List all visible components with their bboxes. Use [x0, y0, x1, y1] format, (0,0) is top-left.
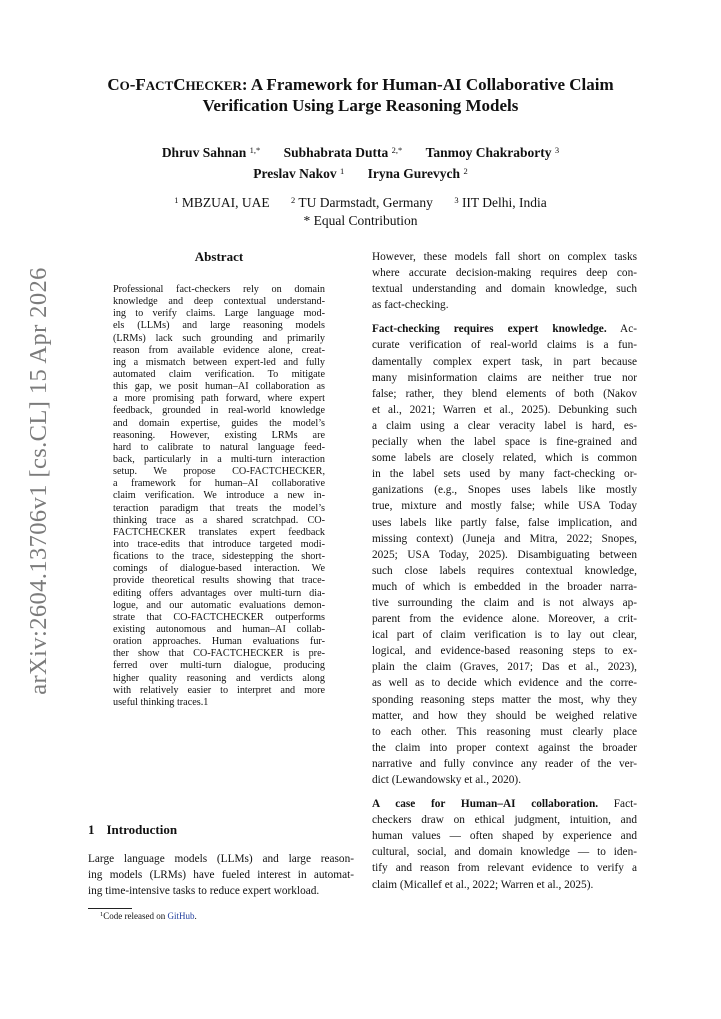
- text-line: fications to the trace, sidestepping the short-: [113, 551, 325, 563]
- introduction-text: [88, 851, 354, 900]
- affiliations: [60, 191, 661, 230]
- author-list: [60, 141, 661, 183]
- title-line-2: Verification Using Large Reasoning Models: [202, 96, 519, 115]
- author-name: Preslav Nakov $^1$: [253, 166, 345, 181]
- text-line: Professional fact-checkers rely on domain: [113, 284, 325, 295]
- abstract-body: [113, 284, 325, 709]
- text-line: sponding reasoning steps matter the most, why they: [372, 693, 637, 706]
- text-line: (LRMs) lack such grounding and primarily: [113, 332, 325, 344]
- text-line: plain the claim (Graves, 2017; Das et al., 2023),: [372, 661, 637, 674]
- text-line: ferred over multi-turn dialogue, producing: [113, 660, 325, 672]
- text-line: higher quality reasoning and verdicts along: [113, 672, 325, 684]
- paper-title: [60, 75, 661, 116]
- author-name: Iryna Gurevych $^2$: [367, 166, 468, 181]
- text-line: such close labels requires contextual knowledge,: [372, 564, 637, 577]
- abstract-heading: Abstract: [194, 249, 244, 264]
- text-line: els (LLMs) and large reasoning models: [113, 320, 325, 332]
- text-line: as fact-checking.: [372, 299, 449, 312]
- text-line: this gap, we posit human–AI collaboration as: [113, 381, 325, 393]
- text-line: thinking trace as a shared scratchpad. CO-: [113, 514, 325, 526]
- paragraph-heading-line: A case for Human–AI collaboration. Fact-: [372, 798, 637, 811]
- paragraph-heading: Fact-checking requires expert knowledge.: [372, 323, 607, 336]
- text-line: reason from available evidence alone, creat-: [113, 344, 325, 356]
- text-line: ical part of claim verification is to lay out clear,: [372, 629, 637, 642]
- text-line: knowledge and deep contextual understand-: [113, 296, 325, 308]
- text-line: ganizations (e.g., Snopes uses labels like mostly: [372, 484, 637, 497]
- footnote-rule: [88, 908, 132, 909]
- text-line: dict (Lewandowsky et al., 2020).: [372, 774, 522, 786]
- right-column: [372, 249, 637, 893]
- text-line: ther show that CO-FACTCHECKER is pre-: [113, 648, 325, 660]
- text-line: logical, and evidence-based reasoning steps to ex-: [372, 645, 637, 658]
- text-line: checkers draw on ethical judgment, intuition, and: [372, 814, 637, 827]
- text-line: true, mixture and mostly false; while USA Today: [372, 500, 637, 513]
- text-line: existing autonomous and human–AI collab-: [113, 623, 325, 635]
- text-line: false; rather, they blend elements of both (Nakov: [372, 387, 637, 400]
- text-line: claim verification. We introduce a new in-: [113, 490, 325, 502]
- text-line: FACTCHECKER translates expert feedback: [113, 526, 325, 538]
- text-line: a claim using a clear veracity label is hard, es-: [372, 419, 637, 432]
- text-line: a framework for human–AI collaborative: [113, 478, 325, 490]
- text-line: useful thinking traces.1: [113, 696, 209, 708]
- text-line: curate verification of real-world claims is a fun-: [372, 339, 637, 352]
- title-line-1: CO-FACTCHECKER: A Framework for Human-AI Collaborative Claim: [107, 75, 614, 94]
- text-line: with relatively easier to interpret and more: [113, 684, 325, 696]
- author-name: Tanmoy Chakraborty $^3$: [425, 145, 560, 160]
- text-line: a more promising path forward, where expert: [113, 393, 325, 405]
- text-line: into trace-edits that introduce targeted modi-: [113, 538, 325, 550]
- text-line: and domain expertise, guides the model’s: [113, 417, 325, 429]
- text-line: textual understanding and domain knowledge, such: [372, 283, 637, 296]
- text-line: matter, and how they should be weighed relative: [372, 709, 637, 722]
- author-name: Subhabrata Dutta $^{2,*}$: [283, 145, 403, 160]
- text-line: uses labels like partly false, false implication, and: [372, 516, 637, 529]
- text-line: missing context) (Juneja and Mitra, 2022; Snopes,: [372, 532, 637, 545]
- affiliation: $^2$ TU Darmstadt, Germany: [290, 195, 433, 210]
- text-line: ing models (LRMs) have fueled interest in automat-: [88, 869, 354, 882]
- text-line: narrative and fully convince any reader of the ver-: [372, 757, 637, 770]
- text-line: parent from the evidence alone. Moreover, a crit-: [372, 613, 637, 626]
- text-line: tive surrounding the claim and is not always ap-: [372, 596, 637, 609]
- equal-contribution-note: * Equal Contribution: [303, 213, 418, 228]
- affiliation: $^3$ IIT Delhi, India: [454, 195, 547, 210]
- text-line: human values — often shaped by experience and: [372, 830, 637, 843]
- text-line: many misinformation claims are neither true nor: [372, 371, 637, 384]
- text-line: Large language models (LLMs) and large reason-: [88, 853, 354, 865]
- text-line: ing a mismatch between expert-led and fully: [113, 356, 325, 368]
- text-line: oration approaches. Human evaluations fur-: [113, 636, 325, 648]
- text-line: tify and reason from relevant evidence to verify a: [372, 862, 637, 875]
- text-line: damentally complex expert task, in part because: [372, 355, 637, 368]
- text-line: logue, and our automatic evaluations demon-: [113, 599, 325, 611]
- text-line: ing time-intensive tasks to reduce expert workload.: [88, 885, 320, 898]
- text-line: to each other. This reasoning must clearly place: [372, 725, 637, 738]
- text-line: as well as to decide which evidence and the corre-: [372, 677, 637, 690]
- text-line: automated claim verification. To mitigate: [113, 368, 325, 380]
- text-line: where accurate decision-making requires deep con-: [372, 267, 637, 280]
- paragraph-heading-line: Fact-checking requires expert knowledge. Ac-: [372, 323, 637, 336]
- text-line: et al., 2021; Warren et al., 2025). Debunking such: [372, 403, 637, 416]
- text-line: cultural, social, and domain knowledge — to iden-: [372, 846, 637, 859]
- paragraph-heading: A case for Human–AI collaboration.: [372, 798, 599, 811]
- footnote: $^1$Code released on GitHub.: [100, 911, 197, 921]
- text-line: comings of dialogue-based interaction. We: [113, 563, 325, 575]
- section-heading: 1 Introduction: [88, 822, 178, 837]
- text-line: claim (Micallef et al., 2022; Warren et al., 2025).: [372, 878, 594, 891]
- text-line: editing offers advantages over multi-turn dia-: [113, 587, 325, 599]
- text-line: hard to calibrate to natural language feed-: [113, 441, 325, 453]
- text-line: some labels are closely related, which is common: [372, 452, 637, 465]
- text-line: in the label sets used by many fact-checking or-: [372, 468, 637, 481]
- text-line: setup. We propose CO-FACTCHECKER,: [113, 466, 325, 478]
- text-line: feedback, grounded in real-world knowledge: [113, 405, 325, 417]
- text-line: provide theoretical results showing that trace-: [113, 575, 325, 587]
- text-line: much of which is embedded in the broader narra-: [372, 580, 637, 593]
- text-line: pecially when the label space is fine-grained and: [372, 436, 637, 449]
- text-line: the claim into proper context against the broader: [372, 741, 637, 754]
- text-line: back, particularly in a multi-turn interaction: [113, 453, 325, 465]
- affiliation: $^1$ MBZUAI, UAE: [174, 195, 270, 210]
- text-line: strate that CO-FACTCHECKER outperforms: [113, 611, 325, 623]
- text-line: ing to verify claims. Large language mod-: [113, 308, 325, 320]
- author-name: Dhruv Sahnan $^{1,*}$: [161, 145, 261, 160]
- text-line: reasoning. However, existing LRMs are: [113, 429, 325, 441]
- github-link[interactable]: GitHub: [167, 911, 195, 921]
- text-line: However, these models fall short on complex tasks: [372, 251, 637, 263]
- arxiv-identifier: arXiv:2604.13706v1 [cs.CL] 15 Apr 2026: [25, 267, 52, 695]
- text-line: 2025; USA Today, 2025). Disambiguating between: [372, 548, 637, 561]
- text-line: teraction paradigm that treats the model’s: [113, 502, 325, 514]
